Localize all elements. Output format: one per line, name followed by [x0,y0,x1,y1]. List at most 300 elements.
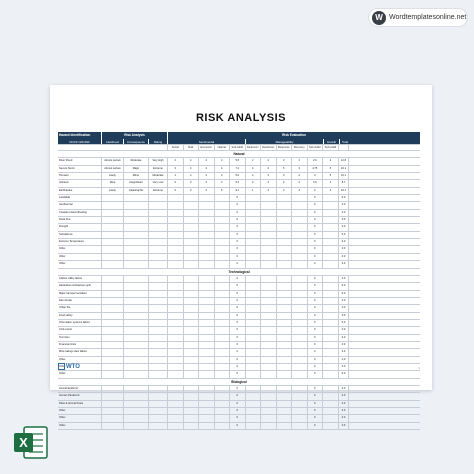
value-cell[interactable] [199,195,215,201]
hazard-name[interactable]: Human Pandemic [58,393,102,399]
value-cell[interactable] [323,415,339,421]
value-cell[interactable] [246,276,262,282]
value-cell[interactable]: 16.1 [339,188,349,194]
value-cell[interactable] [199,276,215,282]
value-cell[interactable]: 2 [292,180,308,186]
value-cell[interactable] [184,408,200,414]
value-cell[interactable] [168,386,184,392]
value-cell[interactable]: 4 [199,166,215,172]
rating-cell[interactable] [149,423,168,429]
value-cell[interactable] [292,298,308,304]
consequence-cell[interactable] [124,313,149,319]
value-cell[interactable]: 0 [230,364,246,370]
consequence-cell[interactable] [124,305,149,311]
value-cell[interactable] [261,401,277,407]
value-cell[interactable] [168,283,184,289]
value-cell[interactable] [199,202,215,208]
value-cell[interactable]: 0 [308,371,324,377]
value-cell[interactable] [292,224,308,230]
value-cell[interactable] [168,349,184,355]
value-cell[interactable] [199,371,215,377]
value-cell[interactable]: 1 [323,180,339,186]
value-cell[interactable] [199,246,215,252]
likelihood-cell[interactable] [102,393,124,399]
value-cell[interactable] [292,261,308,267]
value-cell[interactable] [215,320,231,326]
value-cell[interactable] [184,393,200,399]
value-cell[interactable]: 0 [230,401,246,407]
value-cell[interactable] [246,239,262,245]
value-cell[interactable] [215,423,231,429]
consequence-cell[interactable] [124,393,149,399]
value-cell[interactable]: 4.75 [308,166,324,172]
value-cell[interactable] [168,313,184,319]
value-cell[interactable]: 3 [261,173,277,179]
value-cell[interactable]: 0 [230,232,246,238]
value-cell[interactable] [261,239,277,245]
value-cell[interactable] [292,393,308,399]
value-cell[interactable]: 0 [308,386,324,392]
value-cell[interactable]: 0 [230,283,246,289]
value-cell[interactable] [215,217,231,223]
value-cell[interactable] [199,224,215,230]
value-cell[interactable] [215,393,231,399]
value-cell[interactable] [261,415,277,421]
value-cell[interactable]: 0 [230,342,246,348]
value-cell[interactable] [277,224,293,230]
value-cell[interactable]: 0 [230,320,246,326]
value-cell[interactable]: 0 [230,357,246,363]
consequence-cell[interactable] [124,202,149,208]
value-cell[interactable]: 0.0 [339,217,349,223]
rating-cell[interactable] [149,401,168,407]
consequence-cell[interactable] [124,246,149,252]
value-cell[interactable] [277,313,293,319]
value-cell[interactable] [215,261,231,267]
value-cell[interactable]: 1 [246,188,262,194]
value-cell[interactable] [215,327,231,333]
hazard-name[interactable]: Coastal erosion/flooding [58,210,102,216]
value-cell[interactable] [323,408,339,414]
value-cell[interactable]: 16.1 [339,166,349,172]
value-cell[interactable] [292,401,308,407]
value-cell[interactable] [184,401,200,407]
rating-cell[interactable] [149,393,168,399]
rating-cell[interactable] [149,305,168,311]
value-cell[interactable] [261,386,277,392]
likelihood-cell[interactable] [102,195,124,201]
rating-cell[interactable] [149,327,168,333]
value-cell[interactable]: 2 [168,158,184,164]
value-cell[interactable]: 0.0 [339,298,349,304]
hazard-name[interactable]: Other [58,246,102,252]
value-cell[interactable] [292,210,308,216]
rating-cell[interactable] [149,217,168,223]
value-cell[interactable] [292,320,308,326]
value-cell[interactable] [199,357,215,363]
value-cell[interactable]: 0 [230,335,246,341]
value-cell[interactable]: 4 [261,188,277,194]
value-cell[interactable]: 2 [277,180,293,186]
value-cell[interactable]: 4 [261,166,277,172]
value-cell[interactable] [323,423,339,429]
value-cell[interactable] [199,386,215,392]
value-cell[interactable] [199,298,215,304]
value-cell[interactable]: 0.0 [339,408,349,414]
value-cell[interactable] [277,386,293,392]
value-cell[interactable] [246,313,262,319]
value-cell[interactable] [168,401,184,407]
value-cell[interactable] [168,342,184,348]
value-cell[interactable] [323,246,339,252]
value-cell[interactable] [277,320,293,326]
value-cell[interactable] [199,423,215,429]
consequence-cell[interactable] [124,408,149,414]
value-cell[interactable] [323,327,339,333]
value-cell[interactable]: 3 [292,166,308,172]
value-cell[interactable] [246,364,262,370]
value-cell[interactable] [261,298,277,304]
value-cell[interactable]: 0 [308,305,324,311]
value-cell[interactable] [246,393,262,399]
hazard-name[interactable]: Severe Storm [58,166,102,172]
value-cell[interactable] [246,423,262,429]
value-cell[interactable]: 0.0 [339,283,349,289]
likelihood-cell[interactable] [102,217,124,223]
value-cell[interactable] [184,254,200,260]
value-cell[interactable] [261,335,277,341]
hazard-name[interactable]: Subsidence [58,232,102,238]
consequence-cell[interactable] [124,254,149,260]
value-cell[interactable]: 0.0 [339,386,349,392]
value-cell[interactable] [292,342,308,348]
value-cell[interactable] [184,423,200,429]
value-cell[interactable]: 0 [230,305,246,311]
value-cell[interactable] [261,283,277,289]
value-cell[interactable] [277,335,293,341]
value-cell[interactable] [215,246,231,252]
value-cell[interactable]: 4 [246,166,262,172]
hazard-name[interactable]: Earthquake [58,188,102,194]
value-cell[interactable] [246,298,262,304]
value-cell[interactable]: 3 [168,166,184,172]
value-cell[interactable] [168,261,184,267]
value-cell[interactable] [246,217,262,223]
value-cell[interactable]: 4 [184,166,200,172]
value-cell[interactable]: 4 [184,158,200,164]
value-cell[interactable] [277,364,293,370]
value-cell[interactable]: 0 [308,401,324,407]
rating-cell[interactable] [149,239,168,245]
value-cell[interactable] [323,195,339,201]
value-cell[interactable] [292,327,308,333]
value-cell[interactable] [277,298,293,304]
value-cell[interactable] [246,210,262,216]
value-cell[interactable] [277,261,293,267]
value-cell[interactable] [215,408,231,414]
rating-cell[interactable] [149,386,168,392]
value-cell[interactable] [261,276,277,282]
likelihood-cell[interactable] [102,335,124,341]
value-cell[interactable]: 0 [230,276,246,282]
value-cell[interactable] [184,283,200,289]
value-cell[interactable]: 2 [246,180,262,186]
value-cell[interactable]: 5.0 [230,173,246,179]
value-cell[interactable]: 0 [308,298,324,304]
likelihood-cell[interactable] [102,313,124,319]
value-cell[interactable] [277,393,293,399]
hazard-name[interactable]: Other [58,371,102,377]
value-cell[interactable]: 0 [230,423,246,429]
likelihood-cell[interactable]: Almost certain [102,158,124,164]
value-cell[interactable] [215,335,231,341]
value-cell[interactable]: 0 [230,349,246,355]
value-cell[interactable] [199,364,215,370]
value-cell[interactable]: 0.0 [339,401,349,407]
value-cell[interactable] [261,210,277,216]
value-cell[interactable]: 0 [308,283,324,289]
value-cell[interactable] [292,408,308,414]
value-cell[interactable]: 0 [230,291,246,297]
value-cell[interactable] [215,239,231,245]
value-cell[interactable] [215,224,231,230]
rating-cell[interactable] [149,415,168,421]
value-cell[interactable] [168,415,184,421]
likelihood-cell[interactable] [102,232,124,238]
consequence-cell[interactable] [124,224,149,230]
hazard-name[interactable]: Other [58,408,102,414]
value-cell[interactable] [168,357,184,363]
rating-cell[interactable] [149,357,168,363]
value-cell[interactable]: 4 [215,166,231,172]
likelihood-cell[interactable] [102,371,124,377]
value-cell[interactable] [199,320,215,326]
value-cell[interactable] [215,364,231,370]
value-cell[interactable]: 3 [215,173,231,179]
value-cell[interactable] [261,202,277,208]
value-cell[interactable]: 5 [323,166,339,172]
value-cell[interactable] [184,261,200,267]
value-cell[interactable] [323,232,339,238]
likelihood-cell[interactable] [102,386,124,392]
value-cell[interactable] [199,291,215,297]
value-cell[interactable] [168,327,184,333]
value-cell[interactable] [323,371,339,377]
hazard-name[interactable]: Other [58,261,102,267]
value-cell[interactable] [215,371,231,377]
value-cell[interactable]: 4.5 [308,180,324,186]
value-cell[interactable] [184,371,200,377]
value-cell[interactable] [215,232,231,238]
hazard-name[interactable]: Food safety [58,313,102,319]
consequence-cell[interactable] [124,261,149,267]
consequence-cell[interactable] [124,357,149,363]
value-cell[interactable]: 0.0 [339,415,349,421]
value-cell[interactable] [323,357,339,363]
value-cell[interactable] [323,342,339,348]
value-cell[interactable]: 0.0 [339,291,349,297]
value-cell[interactable]: 0.0 [339,335,349,341]
value-cell[interactable] [277,246,293,252]
value-cell[interactable] [168,246,184,252]
value-cell[interactable]: 0.0 [339,357,349,363]
hazard-name[interactable]: Hazardous substances spill [58,283,102,289]
value-cell[interactable] [277,401,293,407]
value-cell[interactable]: 0 [308,195,324,201]
rating-cell[interactable]: Extreme [149,188,168,194]
value-cell[interactable] [261,408,277,414]
value-cell[interactable] [261,357,277,363]
value-cell[interactable] [199,415,215,421]
hazard-name[interactable]: Civil unrest [58,327,102,333]
consequence-cell[interactable] [124,342,149,348]
value-cell[interactable]: 0 [230,415,246,421]
value-cell[interactable] [168,224,184,230]
value-cell[interactable] [261,364,277,370]
value-cell[interactable] [199,327,215,333]
value-cell[interactable]: 0 [308,202,324,208]
value-cell[interactable] [184,305,200,311]
value-cell[interactable]: 0 [230,298,246,304]
value-cell[interactable]: 0 [230,246,246,252]
value-cell[interactable]: 0.0 [339,276,349,282]
value-cell[interactable]: 1 [168,173,184,179]
value-cell[interactable]: 0 [308,246,324,252]
value-cell[interactable] [184,217,200,223]
value-cell[interactable] [277,327,293,333]
hazard-name[interactable]: Volcanic [58,180,102,186]
value-cell[interactable]: 0.0 [339,246,349,252]
value-cell[interactable] [261,254,277,260]
value-cell[interactable]: 0.0 [339,254,349,260]
value-cell[interactable]: 0.0 [339,210,349,216]
value-cell[interactable] [261,195,277,201]
value-cell[interactable]: 0.0 [339,349,349,355]
consequence-cell[interactable] [124,327,149,333]
hazard-name[interactable]: Drought [58,224,102,230]
rating-cell[interactable] [149,364,168,370]
value-cell[interactable] [277,210,293,216]
value-cell[interactable] [277,283,293,289]
value-cell[interactable] [199,393,215,399]
hazard-name[interactable]: Plant & Animal Pests [58,401,102,407]
consequence-cell[interactable] [124,349,149,355]
value-cell[interactable]: 3 [199,173,215,179]
value-cell[interactable]: 0.0 [339,305,349,311]
rating-cell[interactable]: Very Low [149,180,168,186]
likelihood-cell[interactable] [102,320,124,326]
likelihood-cell[interactable] [102,254,124,260]
value-cell[interactable] [246,246,262,252]
likelihood-cell[interactable]: Likely [102,173,124,179]
value-cell[interactable] [277,202,293,208]
hazard-name[interactable]: Landslide [58,195,102,201]
value-cell[interactable] [277,291,293,297]
value-cell[interactable]: 0 [230,386,246,392]
value-cell[interactable] [323,239,339,245]
value-cell[interactable]: 3 [277,158,293,164]
likelihood-cell[interactable] [102,210,124,216]
rating-cell[interactable] [149,342,168,348]
value-cell[interactable] [246,254,262,260]
value-cell[interactable]: 0 [230,408,246,414]
value-cell[interactable] [168,298,184,304]
value-cell[interactable] [168,305,184,311]
value-cell[interactable] [199,335,215,341]
value-cell[interactable]: 0 [308,291,324,297]
value-cell[interactable]: 4 [308,188,324,194]
hazard-name[interactable]: Other [58,364,102,370]
value-cell[interactable] [323,217,339,223]
hazard-name[interactable]: Other [58,423,102,429]
value-cell[interactable]: 0 [308,357,324,363]
value-cell[interactable] [246,342,262,348]
likelihood-cell[interactable] [102,202,124,208]
value-cell[interactable]: 2 [261,158,277,164]
consequence-cell[interactable] [124,364,149,370]
value-cell[interactable]: 2 [246,158,262,164]
value-cell[interactable] [246,349,262,355]
value-cell[interactable] [168,254,184,260]
consequence-cell[interactable] [124,335,149,341]
likelihood-cell[interactable] [102,283,124,289]
rating-cell[interactable]: Moderate [149,173,168,179]
value-cell[interactable] [277,239,293,245]
value-cell[interactable] [184,224,200,230]
value-cell[interactable] [323,305,339,311]
consequence-cell[interactable] [124,291,149,297]
value-cell[interactable]: 0 [230,261,246,267]
value-cell[interactable] [199,342,215,348]
value-cell[interactable] [246,224,262,230]
hazard-name[interactable]: Dam break [58,298,102,304]
value-cell[interactable]: 0 [230,202,246,208]
rating-cell[interactable] [149,298,168,304]
value-cell[interactable] [292,195,308,201]
consequence-cell[interactable] [124,415,149,421]
rating-cell[interactable] [149,313,168,319]
value-cell[interactable]: 0.0 [339,342,349,348]
hazard-name[interactable]: Other [58,415,102,421]
value-cell[interactable] [323,364,339,370]
likelihood-cell[interactable] [102,305,124,311]
value-cell[interactable] [246,320,262,326]
consequence-cell[interactable]: Catastrophic [124,188,149,194]
value-cell[interactable]: 5 [215,188,231,194]
value-cell[interactable]: 2 [323,158,339,164]
value-cell[interactable] [184,342,200,348]
rating-cell[interactable] [149,254,168,260]
value-cell[interactable]: 3 [184,180,200,186]
value-cell[interactable] [323,254,339,260]
value-cell[interactable]: 0.0 [339,224,349,230]
consequence-cell[interactable]: Insignificant [124,180,149,186]
value-cell[interactable] [199,239,215,245]
value-cell[interactable] [261,320,277,326]
value-cell[interactable]: 4 [246,173,262,179]
value-cell[interactable]: 0.0 [339,261,349,267]
value-cell[interactable] [261,313,277,319]
value-cell[interactable] [215,357,231,363]
value-cell[interactable] [292,254,308,260]
value-cell[interactable] [184,210,200,216]
value-cell[interactable] [261,327,277,333]
value-cell[interactable] [246,283,262,289]
value-cell[interactable]: 5 [277,166,293,172]
value-cell[interactable] [184,320,200,326]
value-cell[interactable] [168,202,184,208]
consequence-cell[interactable] [124,320,149,326]
